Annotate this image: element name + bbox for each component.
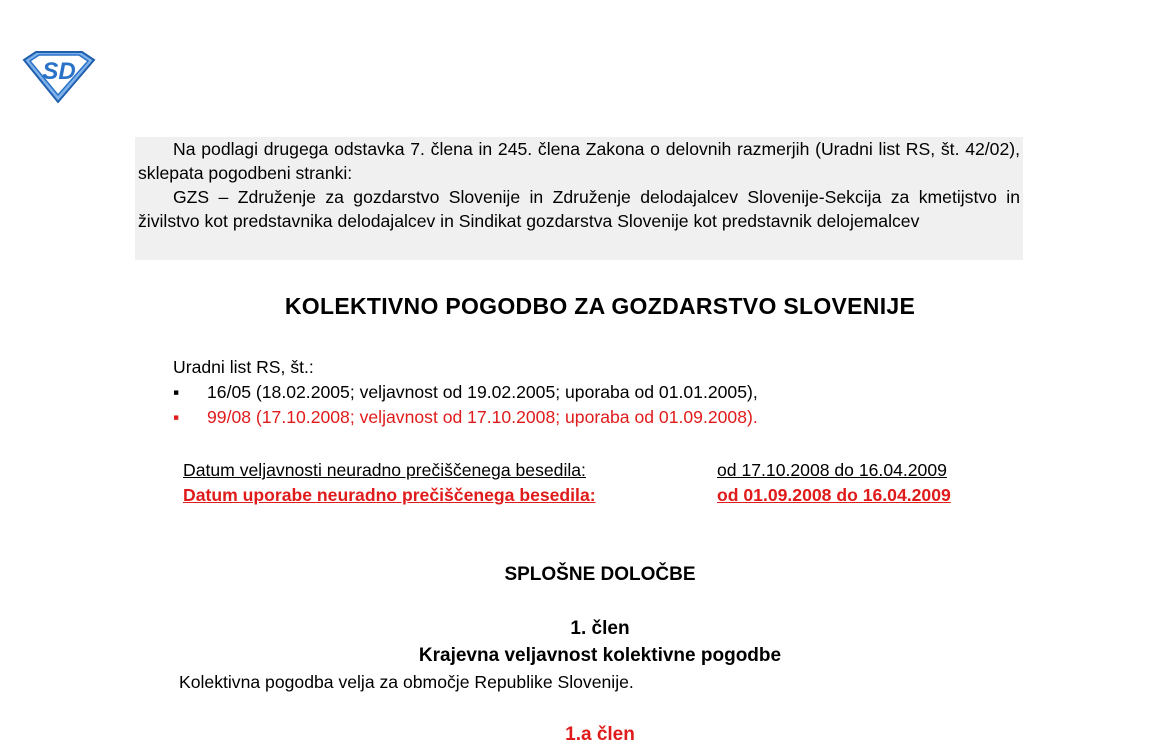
application-value: od 01.09.2008 do 16.04.2009 xyxy=(717,485,951,505)
gazette-item xyxy=(173,405,758,430)
application-label: Datum uporabe neuradno prečiščenega besedila: xyxy=(183,485,596,505)
document-title: KOLEKTIVNO POGODBO ZA GOZDARSTVO SLOVENIJE xyxy=(284,293,916,319)
preamble-paragraph-2: GZS – Združenje za gozdarstvo Slovenije in Združenje delodajalcev Slovenije-Sekcija za kmetijstvo in živilstvo kot predstavnika delodajalcev in Sindikat gozdarstva Slovenije kot predstavnik delojemalcev xyxy=(138,187,1020,231)
section-heading: SPLOŠNE DOLOČBE xyxy=(504,564,696,585)
gazette-item-text: 99/08 (17.10.2008; veljavnost od 17.10.2008; uporaba od 01.09.2008). xyxy=(207,407,758,427)
gazette-heading: Uradni list RS, št.: xyxy=(173,357,314,377)
gazette-item-text: 16/05 (18.02.2005; veljavnost od 19.02.2005; uporaba od 01.01.2005), xyxy=(207,382,758,402)
bullet-icon: ▪ xyxy=(173,407,180,427)
preamble-block xyxy=(135,137,1023,260)
article-title: Krajevna veljavnost kolektivne pogodbe xyxy=(418,645,782,666)
svg-text:SD: SD xyxy=(42,58,76,85)
validity-value: od 17.10.2008 do 16.04.2009 xyxy=(717,460,947,480)
article-number-1a: 1.a člen xyxy=(565,724,635,745)
article-number: 1. člen xyxy=(570,618,630,639)
gazette-item xyxy=(173,380,758,405)
organization-logo xyxy=(22,50,96,104)
gazette-list xyxy=(173,355,758,430)
bullet-icon: ▪ xyxy=(173,382,180,402)
preamble-paragraph-1: Na podlagi drugega odstavka 7. člena in 245. člena Zakona o delovnih razmerjih (Uradni list RS, št. 42/02), sklepata pogodbeni stranki: xyxy=(138,139,1020,183)
article-text: Kolektivna pogodba velja za območje Republike Slovenije. xyxy=(179,672,634,692)
validity-label: Datum veljavnosti neuradno prečiščenega besedila: xyxy=(183,460,586,480)
